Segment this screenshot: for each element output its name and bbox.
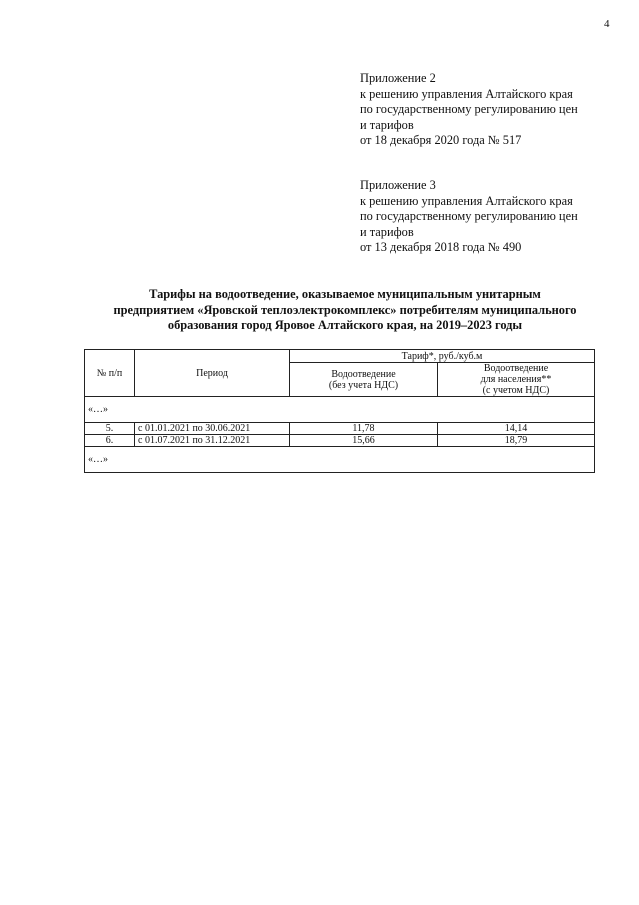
header-tariff-group: Тариф*, руб./куб.м	[290, 350, 595, 363]
header-tariff-population	[438, 363, 595, 397]
title-line: Тарифы на водоотведение, оказываемое муниципальным унитарным	[149, 287, 541, 301]
header-line: (без учета НДС)	[328, 379, 399, 391]
header-period: Период	[135, 350, 290, 397]
row-tariff-population: 18,79	[438, 435, 595, 447]
omitted-rows-marker: «…»	[85, 397, 595, 423]
annex-line: и тарифов	[360, 117, 414, 132]
header-line: Водоотведение	[331, 368, 396, 380]
header-line: (с учетом НДС)	[482, 385, 550, 396]
row-period: с 01.01.2021 по 30.06.2021	[135, 423, 290, 435]
annex-date-line: от 18 декабря 2020 года № 517	[360, 133, 522, 148]
row-number: 6.	[85, 435, 135, 447]
annex-line: по государственному регулированию цен	[360, 102, 578, 117]
omitted-rows-marker: «…»	[85, 447, 595, 473]
row-period: с 01.07.2021 по 31.12.2021	[135, 435, 290, 447]
annex-line: к решению управления Алтайского края	[360, 193, 573, 208]
table-row	[85, 435, 595, 447]
header-line: Водоотведение	[483, 363, 549, 374]
annex-3-block	[360, 178, 578, 256]
header-tariff-no-vat	[290, 363, 438, 397]
row-tariff-no-vat: 11,78	[290, 423, 438, 435]
annex-line: по государственному регулированию цен	[360, 209, 578, 224]
table-header-row	[85, 350, 595, 363]
row-number: 5.	[85, 423, 135, 435]
title-line: образования город Яровое Алтайского края, на 2019–2023 годы	[167, 318, 523, 333]
row-tariff-population: 14,14	[438, 423, 595, 435]
title-line: предприятием «Яровской теплоэлектрокомплекс» потребителям муниципального	[113, 302, 577, 317]
header-line: для населения**	[480, 374, 552, 385]
tariff-table	[84, 349, 595, 473]
row-tariff-no-vat: 15,66	[290, 435, 438, 447]
annex-title: Приложение 2	[360, 71, 436, 85]
page-number: 4	[604, 18, 610, 30]
table-row	[85, 423, 595, 435]
annex-line: к решению управления Алтайского края	[360, 86, 573, 101]
annex-line: и тарифов	[360, 224, 414, 239]
annex-2-block	[360, 71, 578, 149]
ellipsis-row	[85, 447, 595, 473]
annex-date-line: от 13 декабря 2018 года № 490	[360, 240, 522, 255]
ellipsis-row	[85, 397, 595, 423]
header-number: № п/п	[85, 350, 135, 397]
document-title	[60, 287, 630, 334]
annex-title: Приложение 3	[360, 178, 436, 192]
